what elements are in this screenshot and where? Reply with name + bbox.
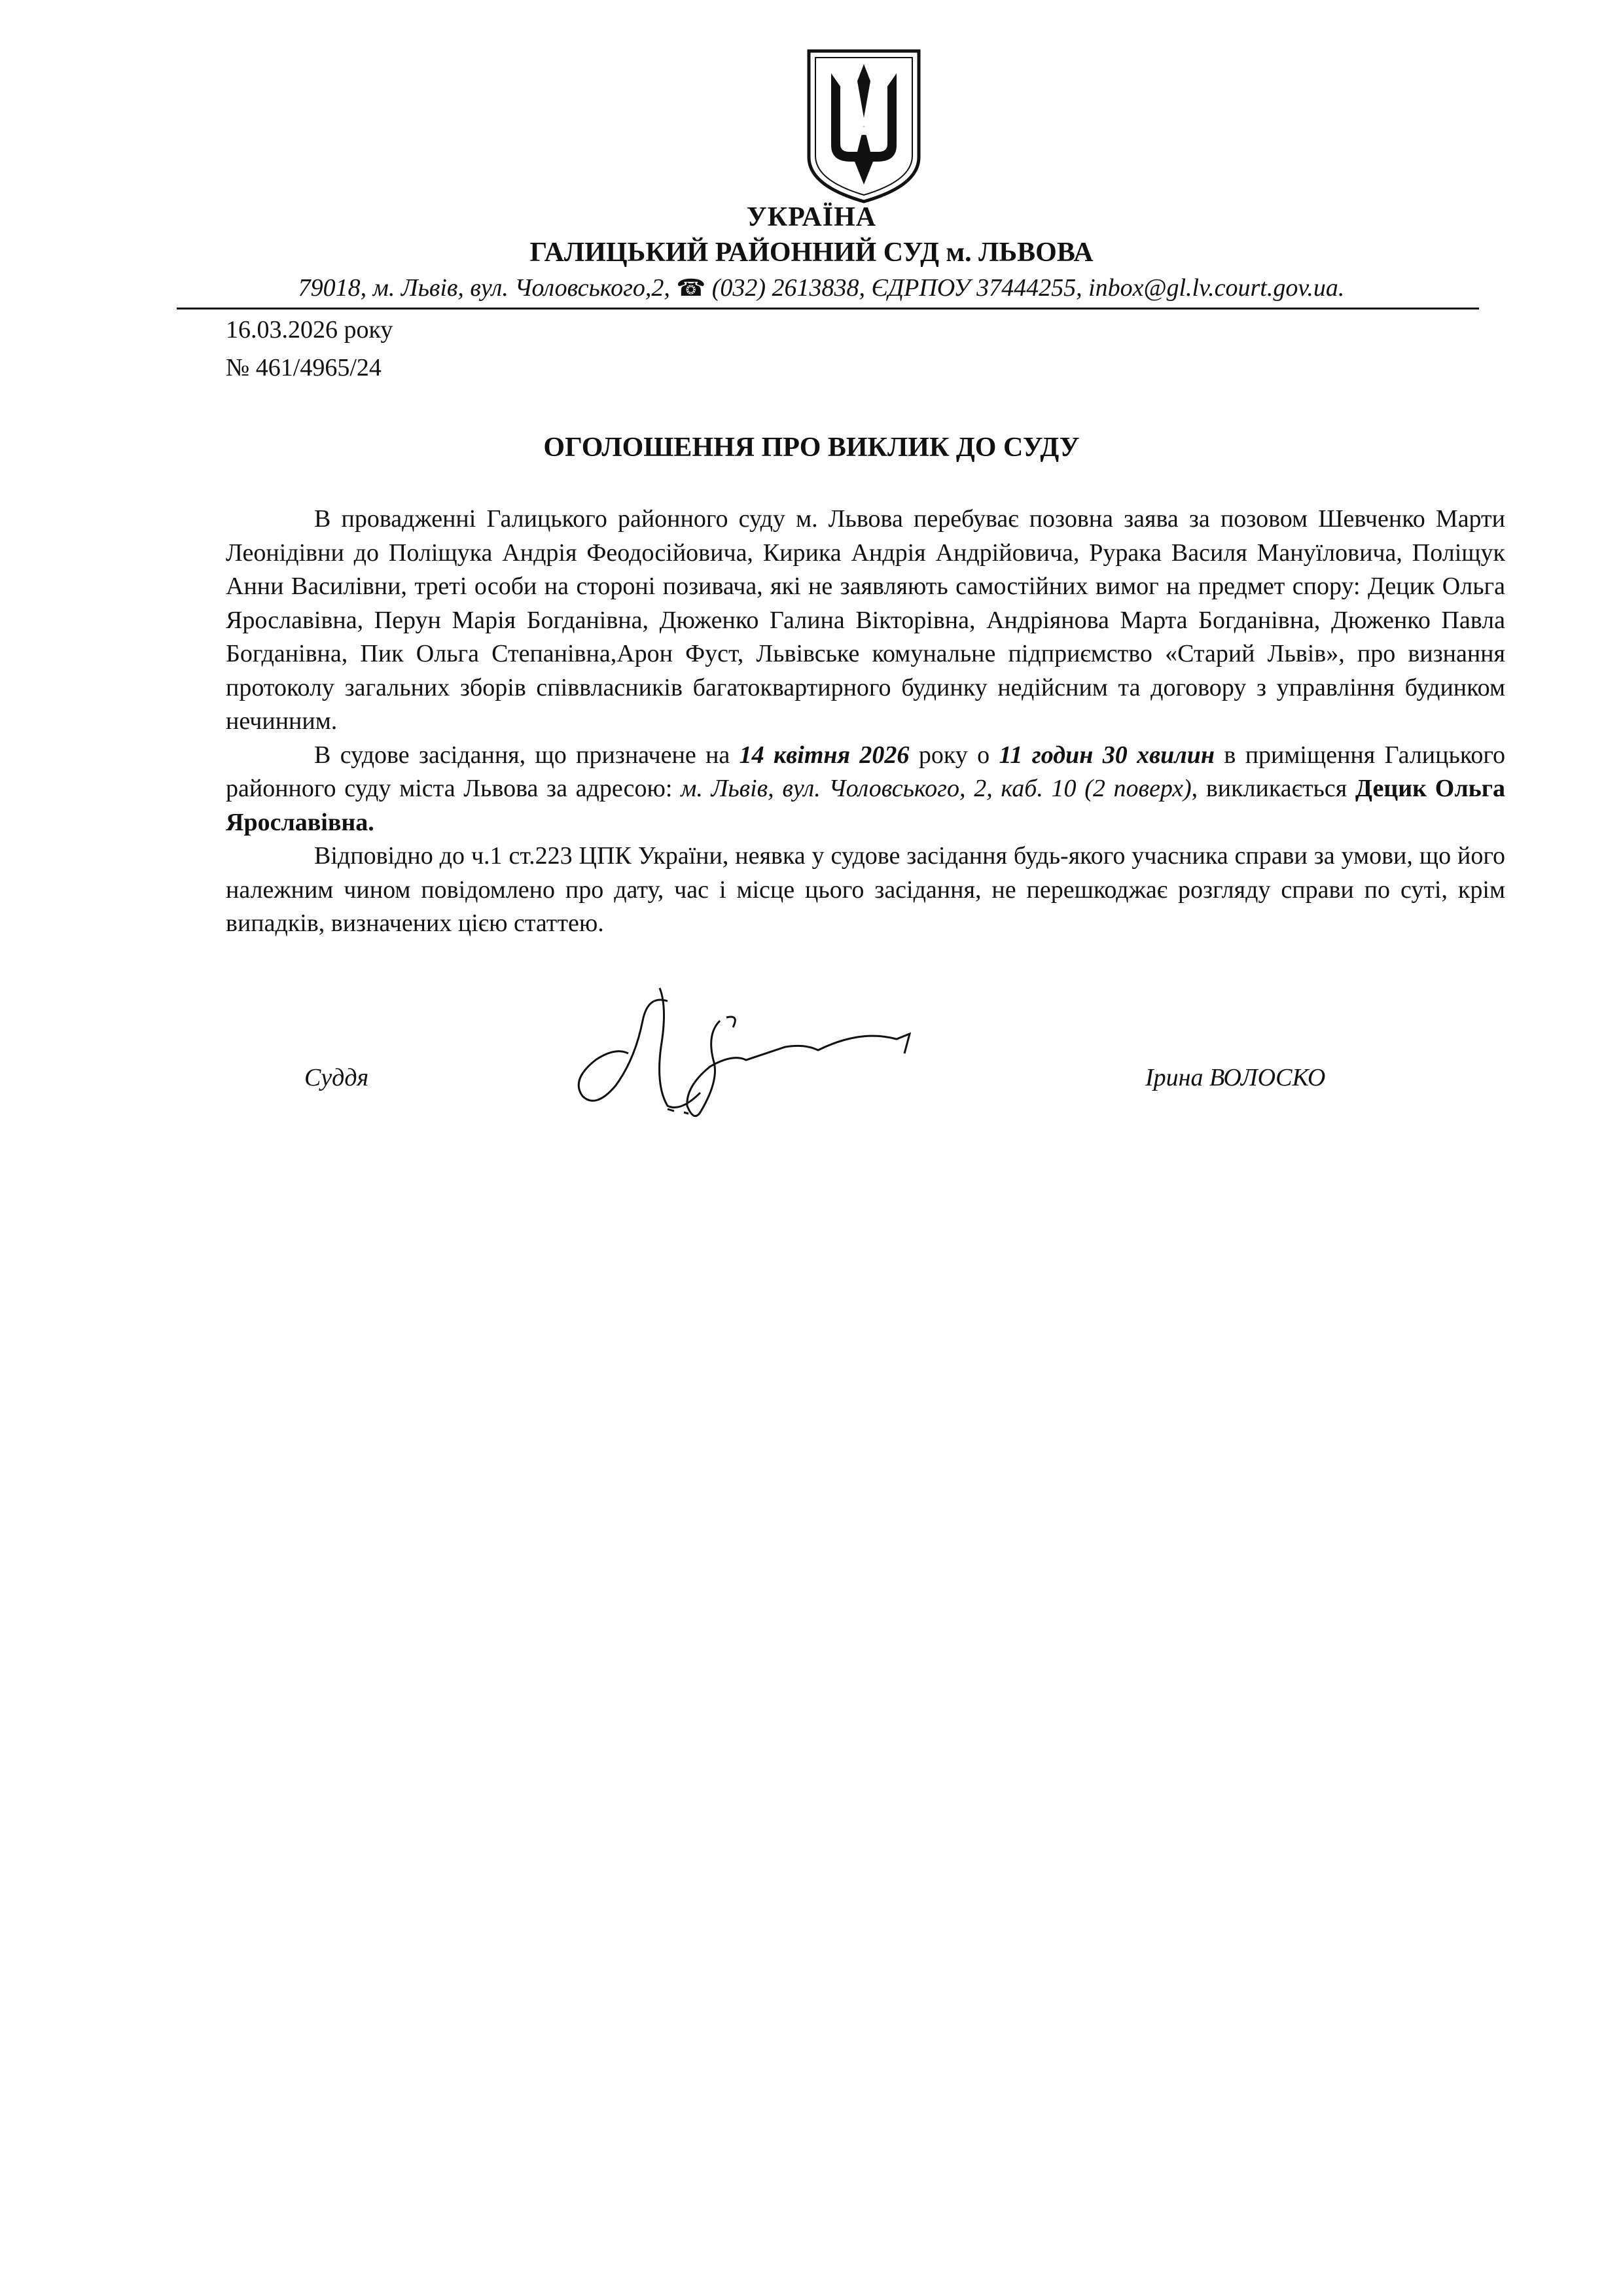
phone-icon: ☎ [676, 275, 706, 301]
notice-title: ОГОЛОШЕННЯ ПРО ВИКЛИК ДО СУДУ [543, 433, 1080, 463]
court-name-heading: ГАЛИЦЬКИЙ РАЙОННИЙ СУД м. ЛЬВОВА [529, 238, 1094, 268]
header-divider [177, 308, 1479, 309]
summoned-person: Децик Ольга Ярославівна. [226, 775, 1505, 836]
address-contacts: (032) 2613838, ЄДРПОУ 37444255, inbox@gl.lv.court.gov.ua. [705, 274, 1345, 302]
handwritten-signature [569, 981, 936, 1125]
hearing-address: м. Львів, вул. Чоловського, 2, каб. 10 (2 поверх) [681, 775, 1192, 802]
paragraph-hearing-summons [226, 739, 1505, 840]
hearing-time: 11 годин 30 хвилин [999, 741, 1215, 769]
notice-body [226, 503, 1505, 941]
judge-label: Суддя [304, 1064, 369, 1091]
court-address-line [177, 274, 1466, 302]
hearing-text-4: , викликається [1191, 775, 1355, 802]
case-number: № 461/4965/24 [226, 354, 382, 381]
hearing-text-2: року о [909, 741, 999, 769]
document-date: 16.03.2026 року [226, 316, 393, 344]
paragraph-legal-note: Відповідно до ч.1 ст.223 ЦПК України, неявка у судове засідання будь-якого учасника справи за умови, що його належним чином повідомлено про дату, час і місце цього засідання, не перешкоджає розгляду справи по суті, крім випадків, визначених цією статтею. [226, 842, 1505, 937]
judge-name: Ірина ВОЛОСКО [1145, 1064, 1326, 1091]
paragraph-case-description: В провадженні Галицького районного суду м. Львова перебуває позовна заява за позовом Шевченко Марти Леонідівни до Поліщука Андрія Феодосійовича, Кирика Андрія Андрійовича, Рурака Василя Мануїловича, Поліщук Анни Василівни, треті особи на стороні позивача, які не заявляють самостійних вимог на предмет спору: Децик Ольга Ярославівна, Перун Марія Богданівна, Дюженко Галина Вікторівна, Андріянова Марта Богданівна, Дюженко Павла Богданівна, Пик Ольга Степанівна,Арон Фуст, Львівське комунальне підприємство «Старий Львів», про визнання протоколу загальних зборів співвласників багатоквартирного будинку недійсним та договору з управління будинком нечинним. [226, 505, 1505, 735]
hearing-text-3: в приміщення Галицького районного суду міста Львова за адресою: [226, 741, 1505, 802]
country-heading: УКРАЇНА [746, 202, 877, 232]
hearing-text-1: В судове засідання, що призначене на [314, 741, 740, 769]
address-street: 79018, м. Львів, вул. Чоловського,2, [298, 274, 677, 302]
hearing-date: 14 квітня 2026 [739, 741, 910, 769]
trident-coat-of-arms-icon [805, 47, 923, 204]
